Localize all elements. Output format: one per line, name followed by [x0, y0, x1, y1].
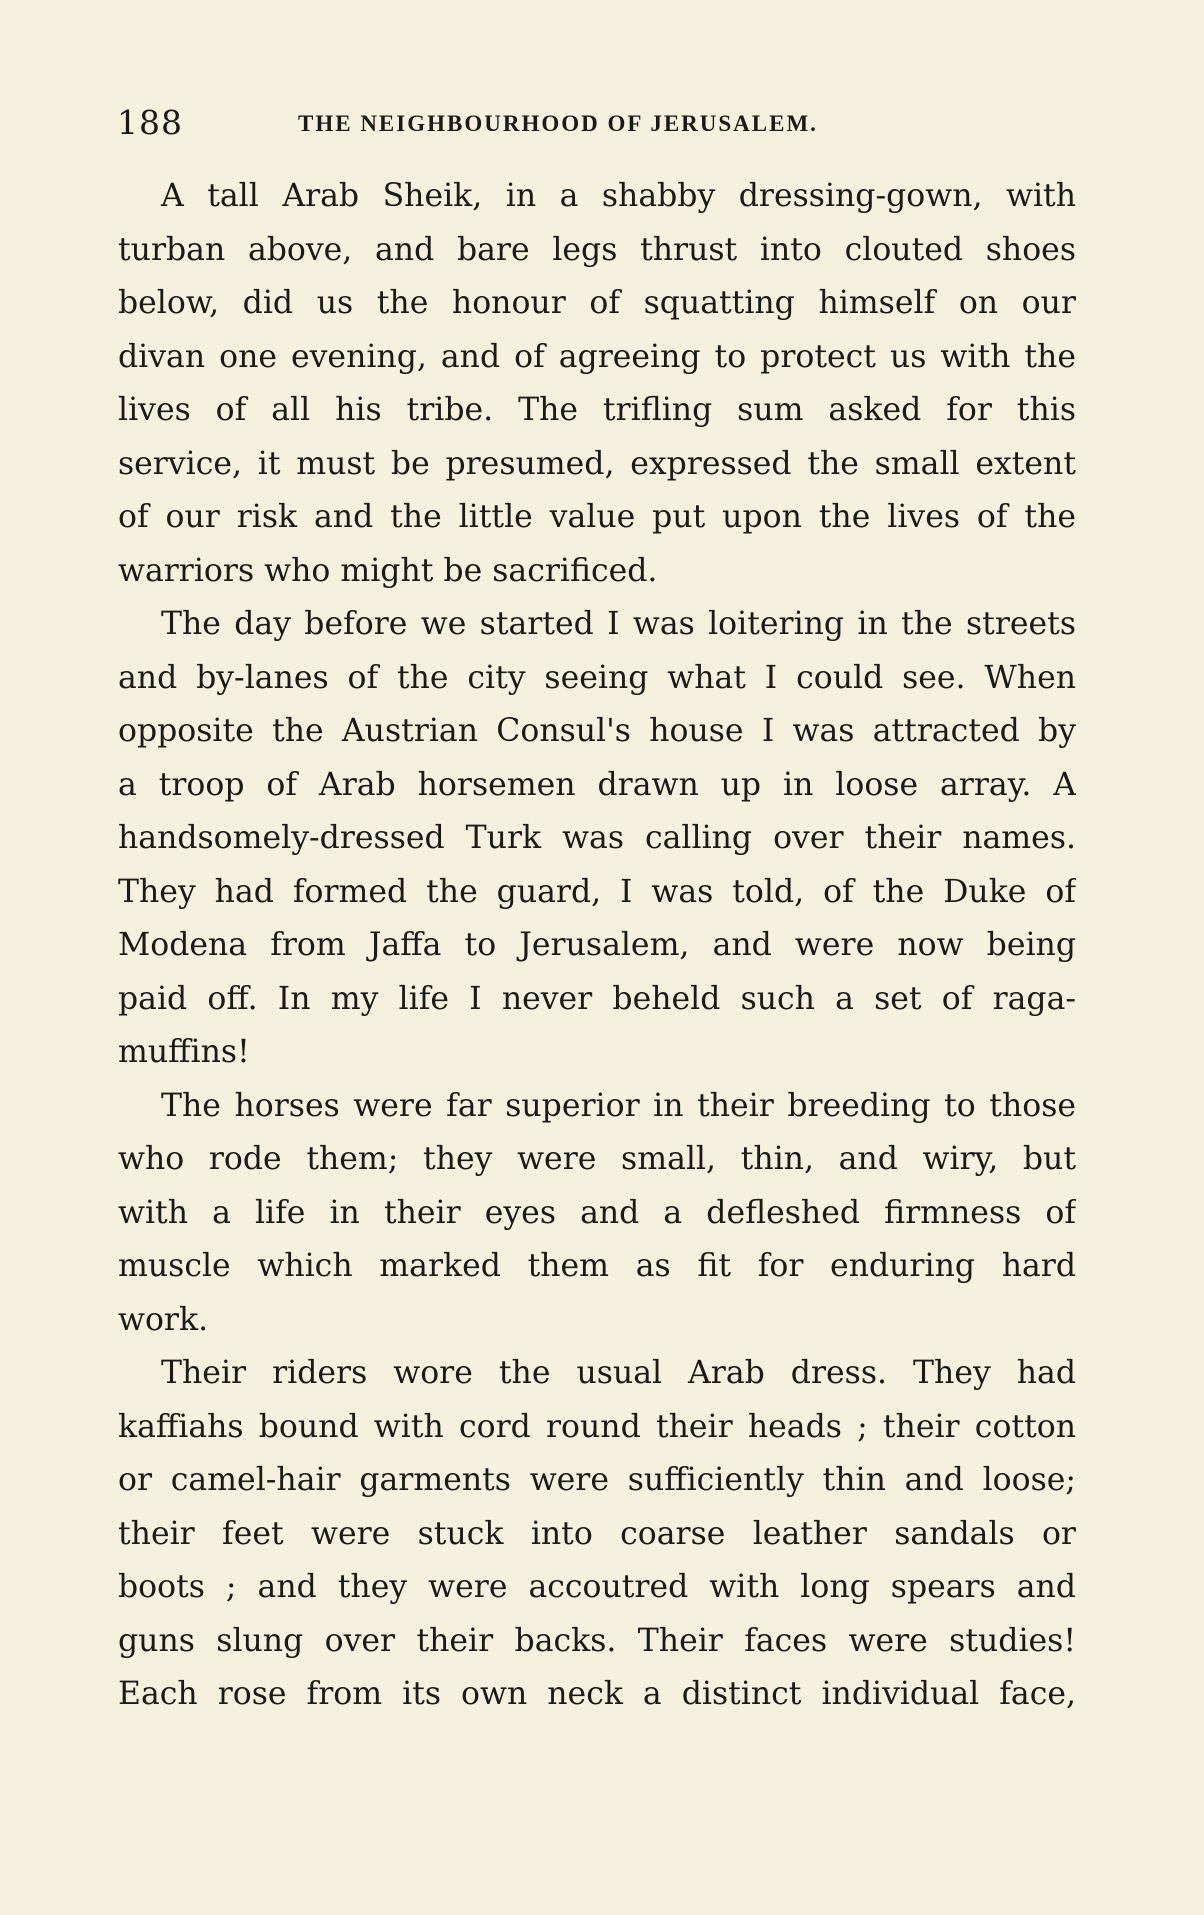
- text-line: and by-lanes of the city seeing what I could see. When: [118, 659, 1076, 696]
- body-text: [118, 170, 1076, 1722]
- text-line: divan one evening, and of agreeing to protect us with the: [118, 338, 1076, 375]
- text-line: a troop of Arab horsemen drawn up in loose array. A: [118, 766, 1076, 803]
- text-line: service, it must be presumed, expressed the small extent: [118, 445, 1076, 482]
- text-line: The day before we started I was loitering in the streets: [161, 606, 1076, 642]
- text-line: They had formed the guard, I was told, of the Duke of: [118, 873, 1076, 910]
- text-line: lives of all his tribe. The trifling sum asked for this: [118, 392, 1076, 428]
- text-line: warriors who might be sacrificed.: [118, 552, 658, 589]
- text-line: their feet were stuck into coarse leather sandals or: [118, 1515, 1076, 1552]
- text-line: turban above, and bare legs thrust into clouted shoes: [118, 231, 1076, 268]
- text-line: muscle which marked them as fit for enduring hard: [118, 1248, 1076, 1284]
- text-line: with a life in their eyes and a defleshed firmness of: [118, 1194, 1076, 1231]
- text-line: or camel-hair garments were sufficiently thin and loose;: [118, 1462, 1076, 1498]
- text-line: The horses were far superior in their breeding to those: [161, 1087, 1076, 1124]
- text-line: muffins!: [118, 1034, 250, 1070]
- text-line: work.: [118, 1301, 209, 1338]
- running-title: THE NEIGHBOURHOOD OF JERUSALEM.: [298, 111, 818, 136]
- text-line: kaffiahs bound with cord round their heads ; their cotton: [118, 1408, 1076, 1445]
- text-line: Modena from Jaffa to Jerusalem, and were now being: [118, 927, 1076, 963]
- text-line: paid off. In my life I never beheld such a set of raga-: [118, 980, 1076, 1017]
- text-line: opposite the Austrian Consul's house I was attracted by: [118, 713, 1076, 749]
- text-line: Their riders wore the usual Arab dress. They had: [161, 1355, 1076, 1391]
- text-line: Each rose from its own neck a distinct individual face,: [118, 1676, 1076, 1712]
- text-line: boots ; and they were accoutred with long spears and: [118, 1569, 1076, 1605]
- text-line: below, did us the honour of squatting himself on our: [118, 285, 1076, 321]
- text-line: A tall Arab Sheik, in a shabby dressing-gown, with: [161, 178, 1076, 214]
- page-number: 188: [117, 103, 183, 142]
- text-line: of our risk and the little value put upon the lives of the: [118, 499, 1076, 535]
- text-line: guns slung over their backs. Their faces were studies!: [118, 1622, 1076, 1659]
- text-line: handsomely-dressed Turk was calling over their names.: [118, 820, 1076, 856]
- text-line: who rode them; they were small, thin, and wiry, but: [118, 1141, 1076, 1177]
